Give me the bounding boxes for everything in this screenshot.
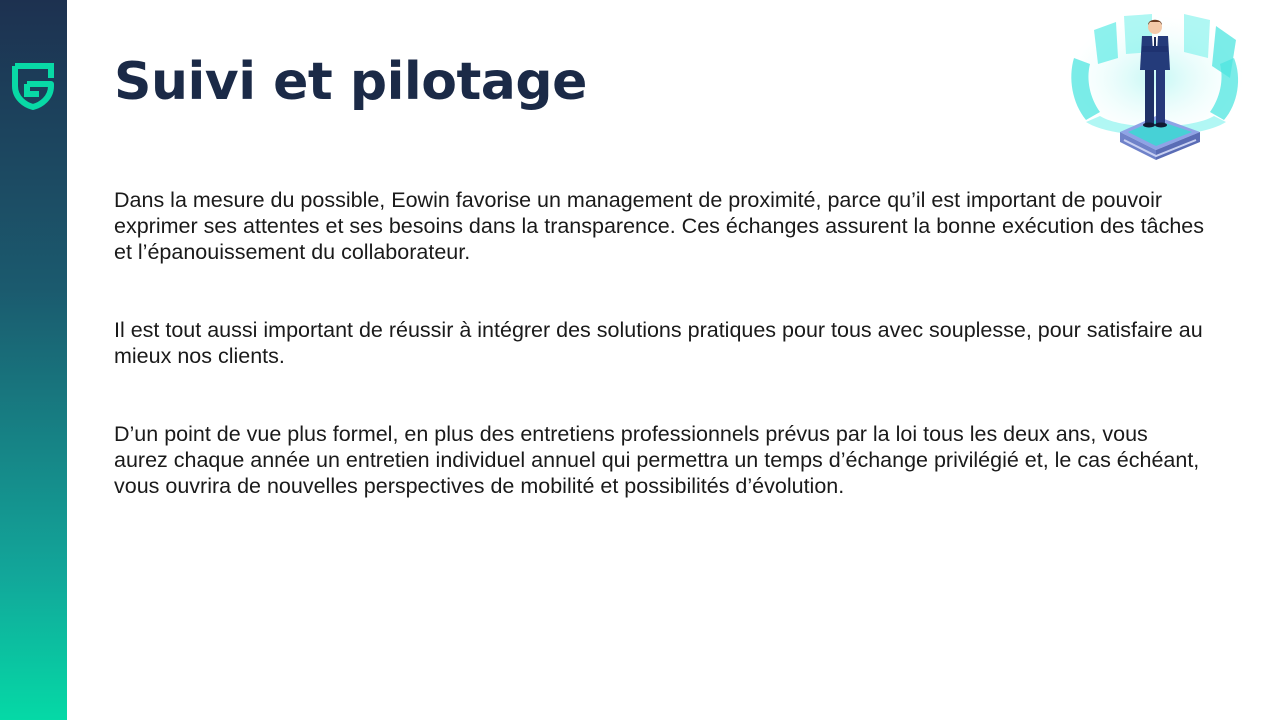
side-gradient-band [0,0,67,720]
page-title: Suivi et pilotage [114,52,587,112]
paragraph-management: Dans la mesure du possible, Eowin favorise un management de proximité, parce qu’il est important de pouvoir exprimer ses attentes et ses besoins dans la transparence. Ces échanges assurent la bonne exécution des tâches et l’épanouissement du collaborateur. [114,188,1204,264]
paragraph-entretiens: D’un point de vue plus formel, en plus des entretiens professionnels prévus par la loi tous les deux ans, vous aurez chaque année un entretien individuel annuel qui permettra un temps d’échange privilégié et, le cas échéant, vous ouvrira de nouvelles perspectives de mobilité et possibilités d’évolution. [114,422,1200,498]
paragraph-solutions: Il est tout aussi important de réussir à intégrer des solutions pratiques pour tous avec souplesse, pour satisfaire au mieux nos clients. [114,318,1203,368]
eowin-logo-icon [9,60,57,110]
body-text [114,187,1204,551]
businessman-hologram-icon [1064,8,1248,176]
